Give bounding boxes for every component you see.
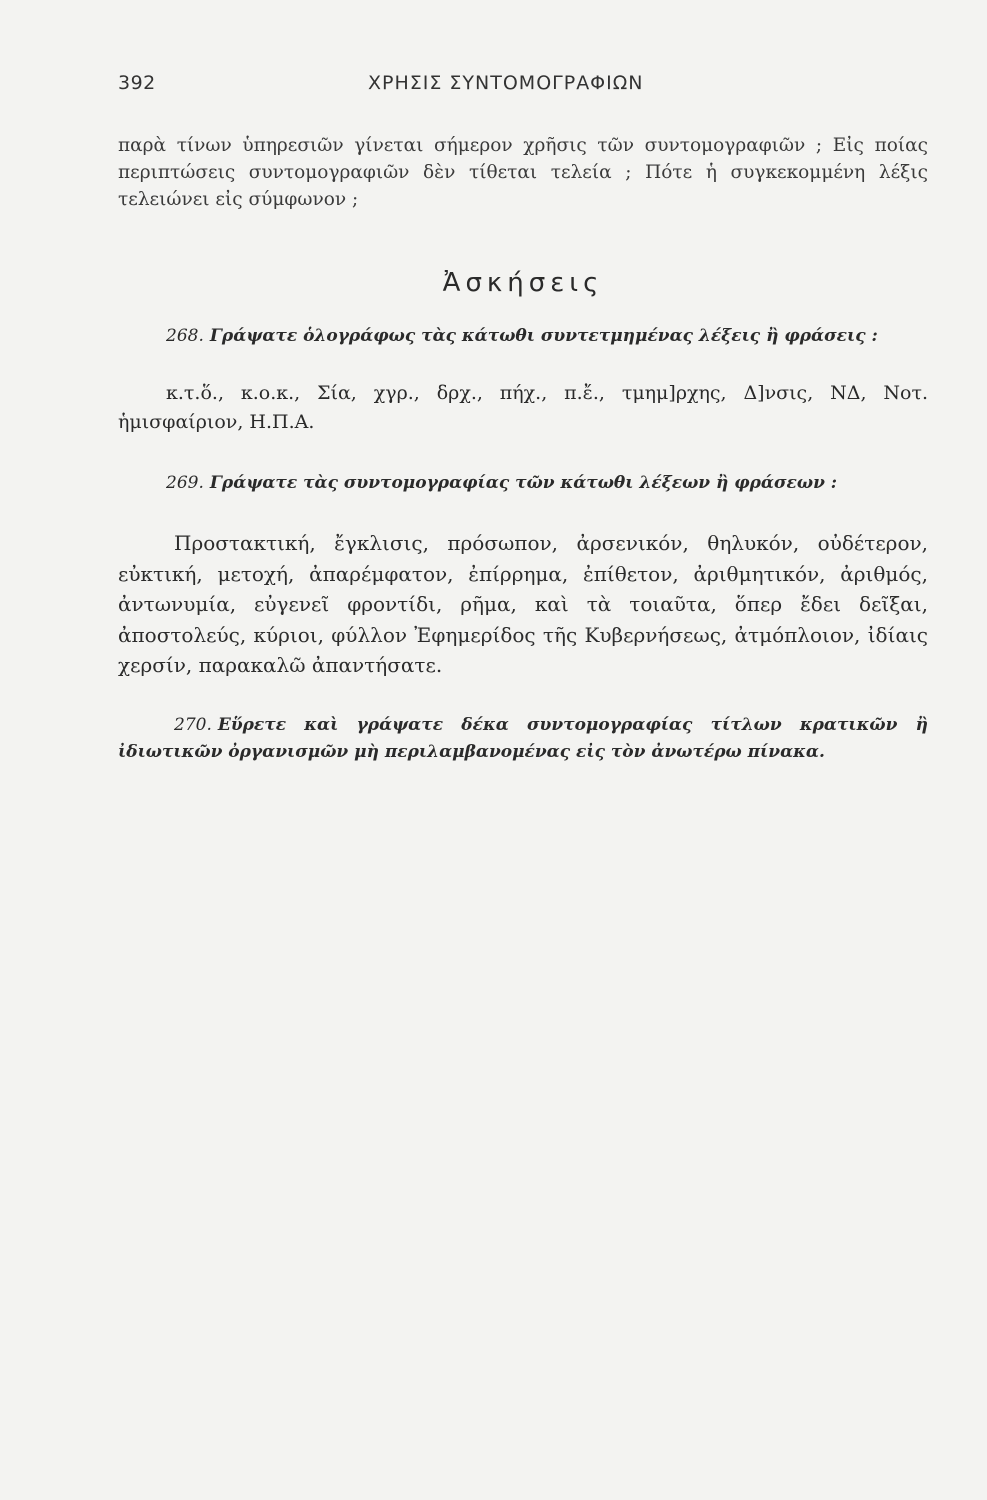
exercise-269-body: Προστακτική, ἔγκλισις, πρόσωπον, ἀρσενικόν, θηλυκόν, οὐδέτερον, εὐκτική, μετοχή, ἀπαρέμφατον, ἐπίρρημα, ἐπίθετον, ἀριθμητικόν, ἀριθμός, ἀντωνυμία, εὐγενεῖ φροντίδι, ρῆμα, καὶ τὰ τοιαῦτα, ὅπερ ἔδει δεῖξαι, ἀποστολεύς, κύριοι, φύλλον Ἐφημερίδος τῆς Κυβερνήσεως, ἀτμόπλοιον, ἰδίαις χερσίν, παρακαλῶ ἀπαντήσατε.: [118, 531, 928, 677]
exercise-268-instruction: Γράψατε ὁλογράφως τὰς κάτωθι συντετμημένας λέξεις ἢ φράσεις :: [209, 326, 878, 346]
running-title: ΧΡΗΣΙΣ ΣΥΝΤΟΜΟΓΡΑΦΙΩΝ: [368, 72, 644, 94]
exercise-269-number: 269.: [166, 473, 204, 493]
intro-paragraph: παρὰ τίνων ὑπηρεσιῶν γίνεται σήμερον χρῆσις τῶν συντομογραφιῶν ; Εἰς ποίας περιπτώσεις συντομογραφιῶν δὲν τίθεται τελεία ; Πότε ἡ συγκεκομμένη λέξις τελειώνει εἰς σύμφωνον ;: [118, 135, 928, 210]
exercise-270-title: [118, 712, 928, 766]
exercise-269-title: [118, 470, 928, 497]
exercise-268-number: 268.: [166, 326, 204, 346]
exercise-270-number: 270.: [174, 715, 212, 735]
section-heading: Ἀσκήσεις: [442, 268, 604, 298]
exercise-268-body: κ.τ.ὅ., κ.ο.κ., Σία, χγρ., δρχ., πήχ., π.ἔ., τμημ]ρχης, Δ]νσις, ΝΔ, Νοτ. ἡμισφαίριον, Η.Π.Α.: [118, 382, 928, 433]
running-head: [118, 72, 928, 102]
exercise-269-instruction: Γράψατε τὰς συντομογραφίας τῶν κάτωθι λέξεων ἢ φράσεων :: [209, 473, 838, 493]
exercise-268-title: [118, 323, 928, 350]
page-number: 392: [118, 72, 156, 94]
exercise-270-instruction: Εὕρετε καὶ γράψατε δέκα συντομογραφίας τίτλων κρατικῶν ἢ ἰδιωτικῶν ὀργανισμῶν μὴ περιλαμβανομένας εἰς τὸν ἀνωτέρω πίνακα.: [118, 715, 928, 762]
